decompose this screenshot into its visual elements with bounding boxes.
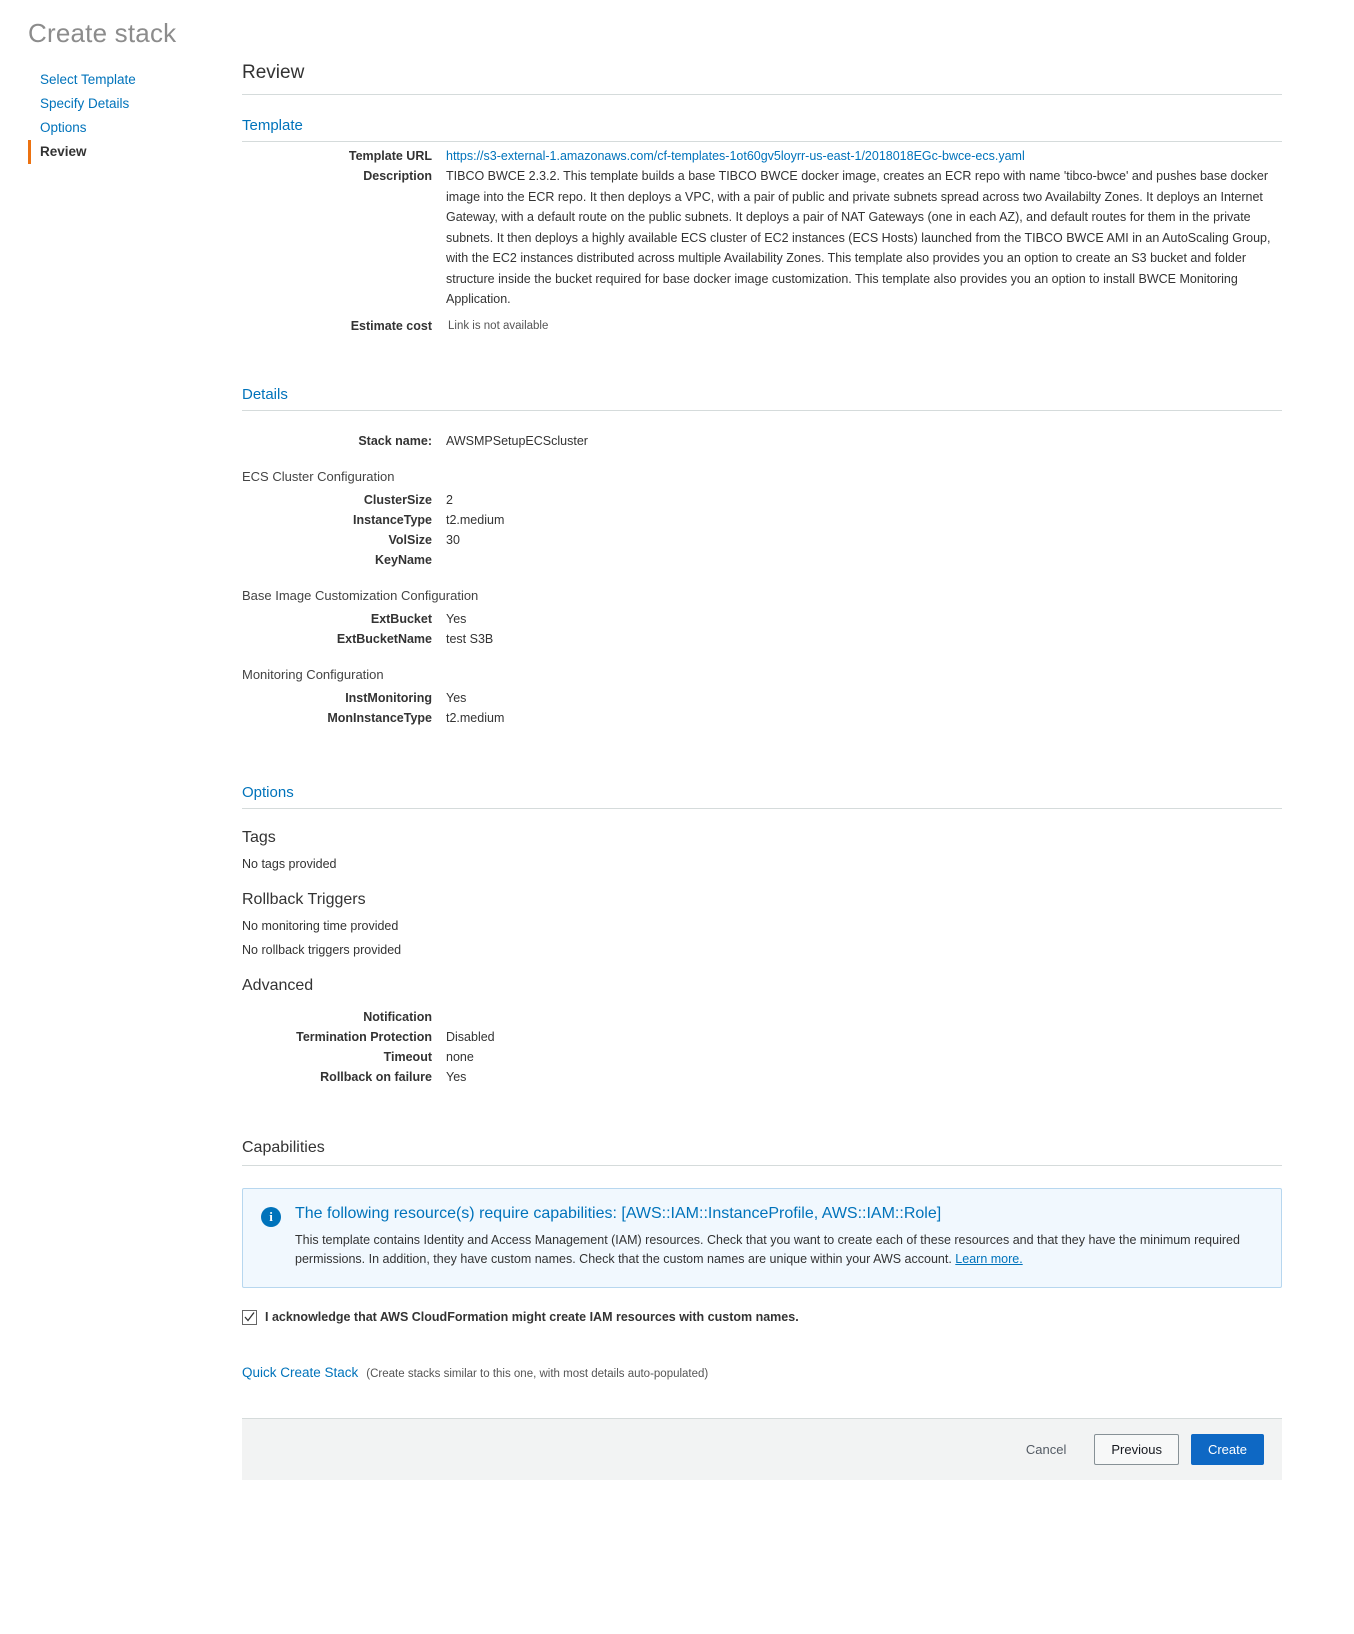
learn-more-link[interactable]: Learn more.	[955, 1251, 1023, 1266]
rollback-triggers-heading: Rollback Triggers	[242, 890, 366, 908]
param-value: 30	[446, 532, 460, 547]
param-row-keyname	[242, 550, 1282, 570]
quick-create-stack-link[interactable]: Quick Create Stack	[242, 1364, 359, 1380]
param-label: InstMonitoring	[345, 690, 432, 705]
param-label: KeyName	[375, 552, 432, 567]
estimate-cost-row	[242, 316, 1282, 336]
check-icon	[244, 1311, 255, 1323]
param-row-extbucket	[242, 609, 1282, 629]
review-heading: Review	[242, 62, 1282, 95]
info-icon: i	[261, 1207, 281, 1227]
param-value: test S3B	[446, 631, 494, 646]
param-row-extbucketname	[242, 629, 1282, 649]
advanced-value: Disabled	[446, 1029, 495, 1044]
tags-heading: Tags	[242, 828, 276, 846]
advanced-row-notification	[242, 1007, 1282, 1027]
stack-name-value: AWSMPSetupECScluster	[446, 433, 588, 448]
details-section-heading: Details	[242, 386, 1282, 411]
template-url-label: Template URL	[348, 149, 432, 163]
quick-create-note: (Create stacks similar to this one, with most details auto-populated)	[366, 1367, 709, 1380]
param-label: MonInstanceType	[327, 710, 432, 725]
sidebar-item-label: Review	[40, 144, 87, 159]
group-title-ecs-cluster-configuration: ECS Cluster Configuration	[242, 468, 395, 484]
template-url-row	[242, 146, 1282, 166]
param-label: ExtBucket	[370, 611, 432, 626]
param-value	[446, 550, 1282, 570]
template-url-value	[446, 146, 1282, 166]
cancel-button[interactable]: Cancel	[1010, 1435, 1082, 1464]
estimate-cost-value: Link is not available	[448, 319, 549, 332]
param-value: t2.medium	[446, 710, 505, 725]
callout-text-body: This template contains Identity and Access Management (IAM) resources. Check that you want to create each of these resources and that they have the minimum required permissions. In addition, they have custom names. Check that the custom names are unique within your AWS account.	[295, 1232, 1240, 1266]
advanced-label: Timeout	[383, 1049, 432, 1064]
sidebar-item-label: Select Template	[40, 72, 136, 87]
wizard-sidebar	[28, 68, 218, 164]
sidebar-item-options[interactable]	[28, 116, 218, 140]
previous-button[interactable]: Previous	[1094, 1434, 1179, 1465]
param-row-volsize	[242, 530, 1282, 550]
sidebar-item-specify-details[interactable]	[28, 92, 218, 116]
param-value: 2	[446, 492, 453, 507]
create-button[interactable]: Create	[1191, 1434, 1264, 1465]
callout-text	[295, 1231, 1263, 1269]
tags-text: No tags provided	[242, 856, 337, 871]
template-section-heading: Template	[242, 117, 1282, 142]
advanced-label: Termination Protection	[296, 1029, 432, 1044]
stack-name-row	[242, 431, 1282, 451]
param-label: ClusterSize	[363, 492, 432, 507]
review-content	[242, 62, 1282, 1480]
wizard-footer	[242, 1418, 1282, 1480]
options-section-heading: Options	[242, 784, 1282, 809]
advanced-row-rollback-on-failure	[242, 1067, 1282, 1087]
advanced-heading: Advanced	[242, 976, 314, 994]
template-description-label: Description	[363, 169, 432, 183]
sidebar-item-label: Specify Details	[40, 96, 130, 111]
param-value: t2.medium	[446, 512, 505, 527]
advanced-value: none	[446, 1049, 474, 1064]
capabilities-callout	[242, 1188, 1282, 1288]
template-url-link[interactable]: https://s3-external-1.amazonaws.com/cf-templates-1ot60gv5loyrr-us-east-1/2018018EGc-bwce-ecs.yaml	[446, 149, 1025, 163]
param-label: InstanceType	[353, 512, 432, 527]
quick-create-row	[242, 1365, 1282, 1380]
advanced-value: Yes	[446, 1069, 467, 1084]
param-label: VolSize	[388, 532, 432, 547]
sidebar-item-label: Options	[40, 120, 87, 135]
estimate-cost-label: Estimate cost	[350, 318, 432, 333]
rollback-triggers-text: No rollback triggers provided	[242, 942, 402, 957]
advanced-label: Rollback on failure	[320, 1069, 432, 1084]
param-row-moninstancetype	[242, 708, 1282, 728]
param-value: Yes	[446, 690, 467, 705]
param-row-instmonitoring	[242, 688, 1282, 708]
sidebar-item-review[interactable]	[28, 140, 218, 164]
stack-name-label: Stack name:	[358, 433, 432, 448]
group-title-monitoring-configuration: Monitoring Configuration	[242, 666, 384, 682]
acknowledge-checkbox[interactable]	[242, 1310, 257, 1325]
advanced-label: Notification	[363, 1009, 432, 1024]
sidebar-item-select-template[interactable]	[28, 68, 218, 92]
advanced-row-termination-protection	[242, 1027, 1282, 1047]
callout-title: The following resource(s) require capabilities: [AWS::IAM::InstanceProfile, AWS::IAM::Role]	[295, 1204, 942, 1222]
capabilities-heading: Capabilities	[242, 1139, 1282, 1166]
param-label: ExtBucketName	[336, 631, 432, 646]
rollback-monitoring-time-text: No monitoring time provided	[242, 918, 399, 933]
page-title: Create stack	[28, 18, 177, 48]
group-title-base-image-customization-configuration: Base Image Customization Configuration	[242, 587, 479, 603]
template-description-row	[242, 166, 1282, 310]
advanced-value	[446, 1007, 1282, 1027]
param-value: Yes	[446, 611, 467, 626]
template-description-value: TIBCO BWCE 2.3.2. This template builds a base TIBCO BWCE docker image, creates an ECR repo with name 'tibco-bwce' and pushes base docker image into the ECR repo. It then deploys a VPC, with a pair of public and private subnets spread across two Availabilty Zones. It deploys an Internet Gateway, with a default route on the public subnets. It deploys a pair of NAT Gateways (one in each AZ), and default routes for them in the private subnets. It then deploys a highly available ECS cluster of EC2 instances (ECS Hosts) launched from the TIBCO BWCE AMI in an AutoScaling Group, with the EC2 instances distributed across multiple Availability Zones. This template also provides you an option to create an S3 bucket and folder structure inside the bucket required for base docker image customization. This template also provides you an option to install BWCE Monitoring Application.	[446, 169, 1271, 306]
acknowledge-label: I acknowledge that AWS CloudFormation might create IAM resources with custom names.	[265, 1310, 799, 1324]
param-row-clustersize	[242, 490, 1282, 510]
param-row-instancetype	[242, 510, 1282, 530]
advanced-row-timeout	[242, 1047, 1282, 1067]
callout-body	[295, 1205, 1263, 1269]
acknowledge-row[interactable]	[242, 1310, 1282, 1325]
